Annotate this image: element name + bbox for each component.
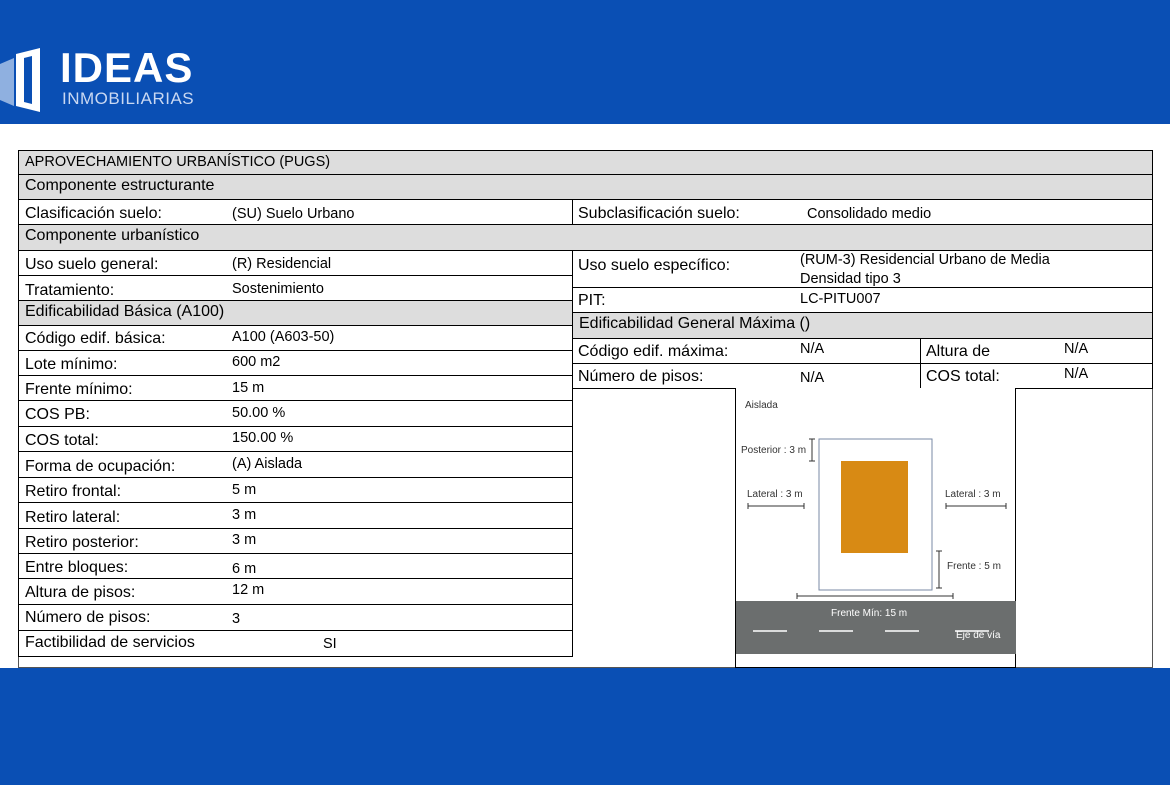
subclasificacion-label: Subclasificación suelo: xyxy=(578,205,740,222)
row-label: Altura de pisos: xyxy=(25,584,136,601)
site-footer xyxy=(0,668,1170,785)
altura-label: Altura de xyxy=(926,343,991,360)
lateral-left-label: Lateral : 3 m xyxy=(747,489,803,500)
row-value: 5 m xyxy=(232,482,257,498)
row-value: 12 m xyxy=(232,582,265,598)
brand-name: IDEAS xyxy=(60,44,194,91)
row-label: Retiro lateral: xyxy=(25,509,121,526)
row-label: COS total: xyxy=(25,432,99,449)
row-value: 15 m xyxy=(232,380,265,396)
clasificacion-value: (SU) Suelo Urbano xyxy=(232,206,355,222)
section-componente-urbanistico: Componente urbanístico xyxy=(18,224,1153,251)
tratamiento-label: Tratamiento: xyxy=(25,282,115,299)
clasificacion-label: Clasificación suelo: xyxy=(25,205,162,222)
row-label: Lote mínimo: xyxy=(25,356,118,373)
setback-diagram xyxy=(735,388,1016,668)
table-row xyxy=(18,400,573,427)
row-value: 50.00 % xyxy=(232,405,286,421)
row-value: (A) Aislada xyxy=(232,456,303,472)
pit-value: LC-PITU007 xyxy=(800,291,881,307)
row-value: 3 m xyxy=(232,532,257,548)
uso-general-label: Uso suelo general: xyxy=(25,256,159,273)
uso-general-value: (R) Residencial xyxy=(232,256,332,272)
table-row xyxy=(18,426,573,452)
uso-especifico-label: Uso suelo específico: xyxy=(578,257,731,274)
brand-subtitle: INMOBILIARIAS xyxy=(62,89,195,108)
building-logo-icon xyxy=(0,48,44,112)
pisos-maxima-value: N/A xyxy=(800,370,825,386)
row-label: Número de pisos: xyxy=(25,609,151,626)
aislada-label: Aislada xyxy=(745,400,778,411)
cos-total-maxima-label: COS total: xyxy=(926,368,1000,385)
codigo-maxima-value: N/A xyxy=(800,341,825,357)
uso-especifico-value-line1: (RUM-3) Residencial Urbano de Media xyxy=(800,252,1050,268)
table-title: APROVECHAMIENTO URBANÍSTICO (PUGS) xyxy=(18,150,1153,175)
row-label: Factibilidad de servicios xyxy=(25,634,195,651)
section-edif-basica: Edificabilidad Básica (A100) xyxy=(18,300,573,326)
codigo-maxima-label: Código edif. máxima: xyxy=(578,343,729,360)
row-value: 150.00 % xyxy=(232,430,294,446)
section-componente-estructurante: Componente estructurante xyxy=(18,174,1153,200)
row-label: Código edif. básica: xyxy=(25,330,166,347)
frente-label: Frente : 5 m xyxy=(947,561,1001,572)
row-label: Retiro posterior: xyxy=(25,534,139,551)
site-header xyxy=(0,0,1170,124)
setback-diagram-drawing xyxy=(735,388,1016,668)
altura-value: N/A xyxy=(1064,341,1089,357)
building-footprint xyxy=(841,461,908,553)
posterior-label: Posterior : 3 m xyxy=(741,445,807,456)
row-label: COS PB: xyxy=(25,406,90,423)
row-value: SI xyxy=(323,636,337,652)
pit-label: PIT: xyxy=(578,292,606,309)
row-value: 6 m xyxy=(232,561,257,577)
pisos-maxima-label: Número de pisos: xyxy=(578,368,704,385)
row-value: 3 xyxy=(232,611,241,627)
cos-total-maxima-value: N/A xyxy=(1064,366,1089,382)
frente-min-label: Frente Mín: 15 m xyxy=(831,608,908,619)
row-label: Retiro frontal: xyxy=(25,483,122,500)
row-value: 600 m2 xyxy=(232,354,281,370)
row-label: Frente mínimo: xyxy=(25,381,133,398)
uso-especifico-value-line2: Densidad tipo 3 xyxy=(800,271,901,287)
tratamiento-value: Sostenimiento xyxy=(232,281,324,297)
eje-via-label: Eje de vía xyxy=(956,630,1001,641)
row-label: Forma de ocupación: xyxy=(25,458,176,475)
row-label: Entre bloques: xyxy=(25,559,129,576)
row-value: 3 m xyxy=(232,507,257,523)
section-edif-maxima: Edificabilidad General Máxima () xyxy=(572,312,1153,339)
subclasificacion-value: Consolidado medio xyxy=(807,206,932,222)
lateral-right-label: Lateral : 3 m xyxy=(945,489,1001,500)
row-value: A100 (A603-50) xyxy=(232,329,335,345)
